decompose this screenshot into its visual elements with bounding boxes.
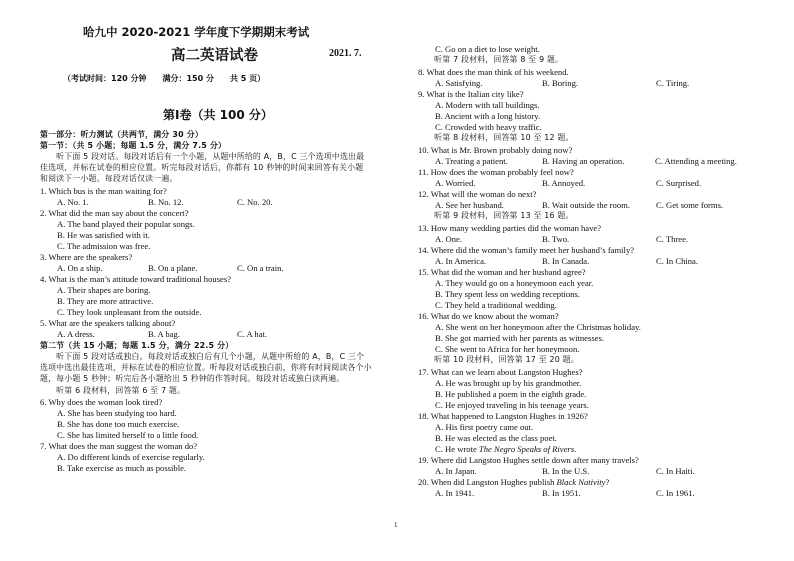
- q15-option-b: B. They spent less on wedding receptions.: [435, 289, 580, 299]
- q18-option-c: [435, 444, 576, 454]
- q19-option-a: A. In Japan.: [435, 466, 477, 476]
- part1-heading: 第一部分：听力测试（共两节，满分 30 分）: [40, 130, 203, 139]
- q11-stem: 11. How does the woman probably feel now?: [418, 167, 574, 177]
- q2-stem: 2. What did the man say about the concert?: [40, 208, 189, 218]
- q16-option-b: B. She got married with her parents as witnesses.: [435, 333, 604, 343]
- q1-stem: 1. Which bus is the man waiting for?: [40, 186, 167, 196]
- q6-option-b: B. She has done too much exercise.: [57, 419, 180, 429]
- q16-option-c: C. She went to Africa for her honeymoon.: [435, 344, 580, 354]
- section1-instr-2: 佳选项，并标在试卷的相应位置。听完每段对话后，你都有 10 秒钟的时间来回答有关小题: [40, 163, 364, 172]
- q14-stem: 14. Where did the woman’s family meet her husband’s family?: [418, 245, 635, 255]
- q3-option-b: B. On a plane.: [148, 263, 198, 273]
- q7-option-b: B. Take exercise as much as possible.: [57, 463, 187, 473]
- q14-option-a: A. In America.: [435, 256, 487, 266]
- q13-stem: 13. How many wedding parties did the woman have?: [418, 223, 602, 233]
- q18-option-a: A. His first poetry came out.: [435, 422, 534, 432]
- q11-option-c: C. Surprised.: [656, 178, 702, 188]
- exam-info: （考试时间：120 分钟 满分：150 分 共 5 页）: [63, 74, 266, 83]
- q5-option-a: A. A dress.: [57, 329, 95, 339]
- listen-note-10: 听第 10 段材料，回答第 17 至 20 题。: [418, 355, 579, 364]
- q11-option-b: B. Annoyed.: [542, 178, 586, 188]
- q7-option-c: C. Go on a diet to lose weight.: [435, 44, 540, 54]
- q12-option-b: B. Wait outside the room.: [542, 200, 630, 210]
- q9-option-c: C. Crowded with heavy traffic.: [435, 122, 542, 132]
- exam-title: 高二英语试卷: [171, 48, 258, 64]
- q13-option-a: A. One.: [435, 234, 462, 244]
- q12-option-a: A. See her husband.: [435, 200, 504, 210]
- q15-stem: 15. What did the woman and her husband agree?: [418, 267, 586, 277]
- q8-stem: 8. What does the man think of his weekend.: [418, 67, 569, 77]
- q11-option-a: A. Worried.: [435, 178, 476, 188]
- q2-option-c: C. The admission was free.: [57, 241, 151, 251]
- q17-option-c: C. He enjoyed traveling in his teenage years.: [435, 400, 589, 410]
- q20-option-a: A. In 1941.: [435, 488, 475, 498]
- q8-option-a: A. Satisfying.: [435, 78, 483, 88]
- q4-stem: 4. What is the man’s attitude toward traditional houses?: [40, 274, 232, 284]
- q14-option-c: C. In China.: [656, 256, 699, 266]
- listen-note-8: 听第 8 段材料，回答第 10 至 12 题。: [418, 133, 574, 142]
- exam-date: 2021. 7.: [329, 48, 362, 59]
- q18-option-c-title: The Negro Speaks of Rivers: [478, 444, 575, 454]
- q5-option-c: C. A hat.: [237, 329, 268, 339]
- q10-option-b: B. Having an operation.: [542, 156, 625, 166]
- q18-option-c-prefix: C. He wrote: [435, 444, 479, 454]
- section2-instr-2: 选项中选出最佳选项，并标在试卷的相应位置。听每段对话或独白前，你将有时间阅读各个小: [40, 363, 372, 372]
- q19-option-b: B. In the U.S.: [542, 466, 590, 476]
- q3-option-a: A. On a ship.: [57, 263, 103, 273]
- q4-option-a: A. Their shapes are boring.: [57, 285, 151, 295]
- q20-stem-suffix: ?: [605, 477, 610, 487]
- q7-option-a: A. Do different kinds of exercise regularly.: [57, 452, 205, 462]
- q17-option-a: A. He was brought up by his grandmother.: [435, 378, 582, 388]
- section1-instr-1: 听下面 5 段对话。每段对话后有一个小题，从题中所给的 A，B，C 三个选项中选出最: [40, 152, 365, 161]
- q15-option-c: C. They held a traditional wedding.: [435, 300, 557, 310]
- section1-instr-3: 和阅读下一小题。每段对话仅读一遍。: [40, 174, 178, 183]
- q3-option-c: C. On a train.: [237, 263, 284, 273]
- q18-option-c-suffix: .: [574, 444, 577, 454]
- q5-stem: 5. What are the speakers talking about?: [40, 318, 176, 328]
- q6-stem: 6. Why does the woman look tired?: [40, 397, 163, 407]
- q13-option-c: C. Three.: [656, 234, 689, 244]
- q4-option-c: C. They look unpleasant from the outside.: [57, 307, 202, 317]
- q20-stem-prefix: 20. When did Langston Hughes publish: [418, 477, 557, 487]
- listen-note-7: 听第 7 段材料，回答第 8 至 9 题。: [418, 55, 564, 64]
- q12-stem: 12. What will the woman do next?: [418, 189, 537, 199]
- q19-option-c: C. In Haiti.: [656, 466, 695, 476]
- page-number: 1: [394, 521, 398, 529]
- q2-option-b: B. He was satisfied with it.: [57, 230, 150, 240]
- q15-option-a: A. They would go on a honeymoon each year.: [435, 278, 594, 288]
- q1-option-c: C. No. 20.: [237, 197, 273, 207]
- q20-option-c: C. In 1961.: [656, 488, 695, 498]
- listen-note-9: 听第 9 段材料，回答第 13 至 16 题。: [418, 211, 574, 220]
- q3-stem: 3. Where are the speakers?: [40, 252, 133, 262]
- q9-stem: 9. What is the Italian city like?: [418, 89, 524, 99]
- q17-option-b: B. He published a poem in the eighth grade.: [435, 389, 587, 399]
- q9-option-b: B. Ancient with a long history.: [435, 111, 541, 121]
- q6-option-a: A. She has been studying too hard.: [57, 408, 177, 418]
- q13-option-b: B. Two.: [542, 234, 570, 244]
- q14-option-b: B. In Canada.: [542, 256, 590, 266]
- q1-option-b: B. No. 12.: [148, 197, 184, 207]
- q9-option-a: A. Modern with tall buildings.: [435, 100, 540, 110]
- q1-option-a: A. No. 1.: [57, 197, 89, 207]
- section2-instr-3: 题，每小题 5 秒钟；听完后各小题给出 5 秒钟的作答时间。每段对话或独白读两遍。: [40, 374, 345, 383]
- q18-stem: 18. What happened to Langston Hughes in 1926?: [418, 411, 588, 421]
- q7-stem: 7. What does the man suggest the woman do?: [40, 441, 198, 451]
- q4-option-b: B. They are more attractive.: [57, 296, 154, 306]
- part-title: 第Ⅰ卷（共 100 分）: [163, 108, 273, 122]
- q16-stem: 16. What do we know about the woman?: [418, 311, 559, 321]
- q16-option-a: A. She went on her honeymoon after the Christmas holiday.: [435, 322, 641, 332]
- q18-option-b: B. He was elected as the class poet.: [435, 433, 557, 443]
- section2-heading: 第二节（共 15 小题；每题 1.5 分，满分 22.5 分）: [40, 341, 234, 350]
- section1-heading: 第一节：（共 5 小题；每题 1.5 分，满分 7.5 分）: [40, 141, 227, 150]
- school-title: 哈九中 2020-2021 学年度下学期期末考试: [83, 25, 310, 39]
- listen-note-6: 听第 6 段材料，回答第 6 至 7 题。: [40, 386, 186, 395]
- q19-stem: 19. Where did Langston Hughes settle down after many travels?: [418, 455, 639, 465]
- q8-option-c: C. Tiring.: [656, 78, 690, 88]
- section2-instr-1: 听下面 5 段对话或独白。每段对话或独白后有几个小题，从题中所给的 A，B，C 三个: [40, 352, 365, 361]
- q20-stem: [418, 477, 609, 487]
- q6-option-c: C. She has limited herself to a little food.: [57, 430, 199, 440]
- q10-option-c: C. Attending a meeting.: [655, 156, 737, 166]
- q10-stem: 10. What is Mr. Brown probably doing now?: [418, 145, 573, 155]
- q10-option-a: A. Treating a patient.: [435, 156, 508, 166]
- q8-option-b: B. Boring.: [542, 78, 579, 88]
- q20-stem-title: Black Nativity: [556, 477, 606, 487]
- q17-stem: 17. What can we learn about Langston Hughes?: [418, 367, 583, 377]
- q12-option-c: C. Get some forms.: [656, 200, 724, 210]
- q5-option-b: B. A bag.: [148, 329, 180, 339]
- q20-option-b: B. In 1951.: [542, 488, 581, 498]
- q2-option-a: A. The band played their popular songs.: [57, 219, 195, 229]
